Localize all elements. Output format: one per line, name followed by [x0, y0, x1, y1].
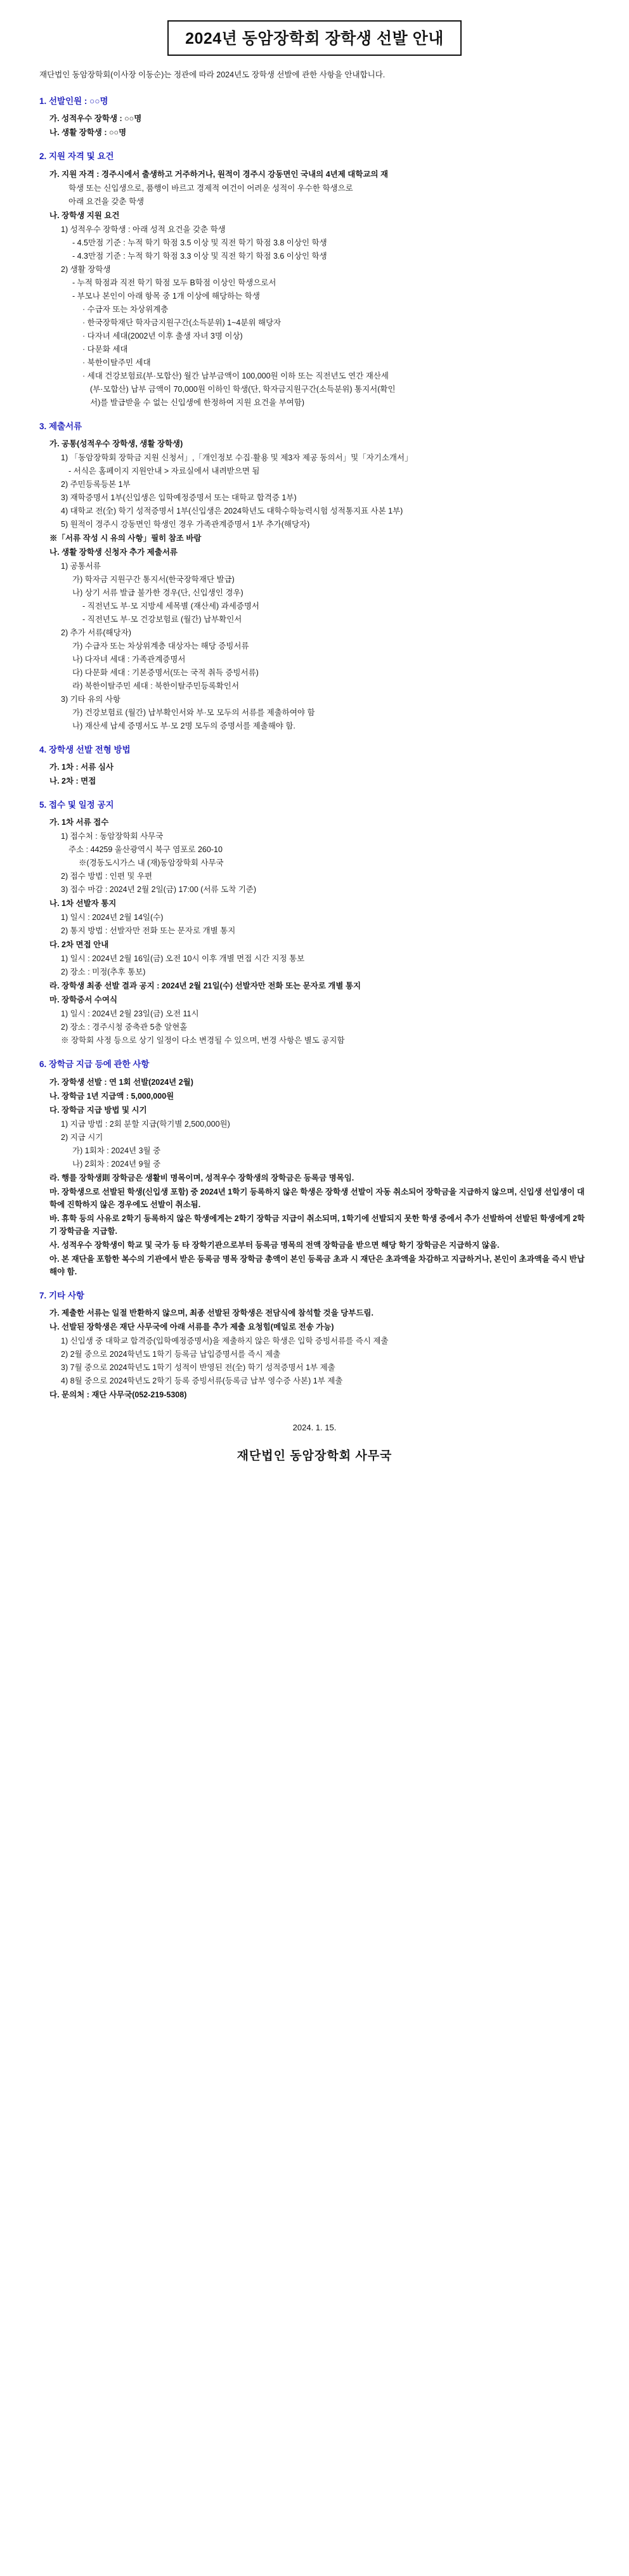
section-line: 아. 본 재단을 포함한 복수의 기관에서 받은 등록금 명목 장학금 총액이 본인 등록금 초과 시 재단은 초과액을 차감하고 지급하거나, 본인이 초과액을 즉시 반납해야 함.: [49, 1254, 585, 1276]
section-line: 가) 수급자 또는 차상위계층 대상자는 해당 증빙서류: [72, 641, 249, 650]
section-line: 1) 일시 : 2024년 2월 14일(수): [61, 913, 164, 922]
section-line: · 다자녀 세대(2002년 이후 출생 자녀 3명 이상): [82, 331, 243, 340]
section-line: 학생 또는 신입생으로, 품행이 바르고 경제적 여건이 어려운 성적이 우수한 학생으로: [68, 183, 353, 193]
section-line: 3) 7월 중으로 2024학년도 1학기 성적이 반영된 전(全) 학기 성적증명서 1부 제출: [61, 1362, 335, 1372]
section-line: 마. 장학생으로 선발된 학생(신입생 포함) 중 2024년 1학기 등록하지 않은 학생은 장학생 선발이 자동 취소되어 장학금을 지급하지 않으며, 신입생 선입생이 대학에 진학하지 않은 경우에도 선발이 취소됨.: [49, 1187, 585, 1209]
section-line: 가. 1차 서류 접수: [49, 818, 109, 827]
section-line: 다. 문의처 : 재단 사무국(052-219-5308): [49, 1390, 187, 1399]
section-line: - 직전년도 부·모 건강보험료 (월간) 납부확인서: [82, 614, 242, 624]
document-section: [39, 1290, 590, 1401]
section-line: 2) 접수 방법 : 인편 및 우편: [61, 872, 153, 881]
section-line: - 누적 학점과 직전 학기 학점 모두 B학점 이상인 학생으로서: [72, 278, 276, 287]
section-line: 나) 재산세 납세 증명서도 부·모 2명 모두의 증명서를 제출해야 함.: [72, 721, 295, 730]
document-section: [39, 744, 590, 787]
section-line: - 직전년도 부·모 지방세 세목별 (재산세) 과세증명서: [82, 601, 259, 611]
section-line: 서)를 발급받을 수 없는 신입생에 한정하여 지원 요건을 부여함): [90, 398, 304, 407]
section-line: 2) 2월 중으로 2024학년도 1학기 등록금 납입증명서를 즉시 제출: [61, 1349, 281, 1359]
section-line: - 4.3만점 기준 : 누적 학기 학점 3.3 이상 및 직전 학기 학점 3.6 이상인 학생: [72, 251, 327, 261]
section-line: (부·모합산) 납부 금액이 70,000원 이하인 학생(단, 학자금지원구간(소득분위) 통지서(확인: [90, 384, 396, 394]
section-line: 3) 접수 마감 : 2024년 2월 2일(금) 17:00 (서류 도착 기준): [61, 885, 257, 895]
section-line: - 부모나 본인이 아래 항목 중 1개 이상에 해당하는 학생: [72, 291, 260, 301]
document-section: [39, 1058, 590, 1278]
section-line: 1) 접수처 : 동암장학회 사무국: [61, 832, 164, 841]
section-line: 나) 2회차 : 2024년 9월 중: [72, 1159, 161, 1168]
section-line: 1) 일시 : 2024년 2월 23일(금) 오전 11시: [61, 1009, 199, 1019]
section-line: 나) 다자녀 세대 : 가족관계증명서: [72, 654, 186, 664]
section-heading: 6. 장학금 지급 등에 관한 사항: [39, 1059, 150, 1070]
section-line: 가. 1차 : 서류 심사: [49, 763, 113, 772]
section-heading: 7. 기타 사항: [39, 1290, 84, 1300]
document-section: [39, 420, 590, 732]
section-line: 나. 생활 장학생 신청자 추가 제출서류: [49, 547, 178, 557]
section-line: 1) 공통서류: [61, 561, 101, 571]
section-line: 라. 장학생 최종 선발 결과 공지 : 2024년 2월 21일(수) 선발자만 전화 또는 문자로 개별 통지: [49, 981, 361, 991]
section-line: - 서식은 홈페이지 지원안내 > 자료실에서 내려받으면 됨: [68, 466, 260, 476]
section-line: 2) 지급 시기: [61, 1132, 103, 1142]
section-line: 사. 성적우수 장학생이 학교 및 국가 등 타 장학기관으로부터 등록금 명목의 전액 장학금을 받으면 해당 학기 장학금은 지급하지 않음.: [49, 1240, 500, 1250]
section-line: 1) 지급 방법 : 2회 분할 지급(학기별 2,500,000원): [61, 1119, 230, 1129]
title-container: [39, 20, 590, 56]
section-line: ※ 장학회 사정 등으로 상기 일정이 다소 변경될 수 있으며, 변경 사항은 별도 공지함: [61, 1036, 345, 1045]
section-line: · 한국장학재단 학자금지원구간(소득분위) 1~4분위 해당자: [82, 318, 282, 327]
section-heading: 5. 접수 및 일정 공지: [39, 800, 114, 810]
section-line: ※「서류 작성 시 유의 사항」필히 참조 바람: [49, 533, 202, 543]
section-line: 마. 장학증서 수여식: [49, 995, 118, 1005]
document-section: [39, 799, 590, 1047]
intro-paragraph: 재단법인 동암장학회(이사장 이동순)는 정관에 따라 2024년도 장학생 선발에 관한 사항을 안내합니다.: [39, 70, 386, 79]
section-line: 4) 8월 중으로 2024학년도 2학기 등록 증빙서류(등록금 납부 영수증 사본) 1부 제출: [61, 1376, 343, 1385]
section-line: 가. 장학생 선발 : 연 1회 선발(2024년 2월): [49, 1077, 193, 1087]
section-line: 1) 성적우수 장학생 : 아래 성적 요건을 갖춘 학생: [61, 224, 226, 234]
section-line: 가. 제출한 서류는 일절 반환하지 않으며, 최종 선발된 장학생은 전담식에 참석할 것을 당부드림.: [49, 1308, 373, 1317]
sections-container: [39, 95, 590, 1401]
section-line: 가. 성적우수 장학생 : ○○명: [49, 114, 142, 124]
section-line: 2) 주민등록등본 1부: [61, 479, 131, 489]
issuing-organization: 재단법인 동암장학회 사무국: [237, 1449, 392, 1463]
section-heading: 1. 선발인원 : ○○명: [39, 96, 108, 106]
section-line: 다) 다문화 세대 : 기본증명서(또는 국적 취득 증빙서류): [72, 668, 259, 677]
section-line: - 4.5만점 기준 : 누적 학기 학점 3.5 이상 및 직전 학기 학점 3.8 이상인 학생: [72, 238, 327, 247]
section-line: 4) 대학교 전(全) 학기 성적증명서 1부(신입생은 2024학년도 대학수학능력시험 성적통지표 사본 1부): [61, 506, 403, 515]
section-line: · 북한이탈주민 세대: [82, 358, 151, 367]
section-line: 나. 장학금 1년 지급액 : 5,000,000원: [49, 1091, 174, 1101]
section-heading: 3. 제출서류: [39, 421, 82, 431]
section-line: 2) 추가 서류(해당자): [61, 628, 131, 637]
section-line: 가) 건강보험료 (월간) 납부확인서와 부·모 모두의 서류를 제출하여야 함: [72, 708, 315, 717]
section-line: 1) 신입생 중 대학교 합격증(입학예정증명서)을 제출하지 않은 학생은 입학 증빙서류를 즉시 제출: [61, 1336, 389, 1345]
section-line: 나. 2차 : 면접: [49, 777, 96, 786]
issue-date: 2024. 1. 15.: [292, 1422, 337, 1432]
section-line: · 다문화 세대: [82, 344, 128, 354]
page-title: 2024년 동암장학회 장학생 선발 안내: [167, 20, 462, 56]
section-line: 라) 북한이탈주민 세대 : 북한이탈주민등록확인서: [72, 681, 240, 690]
section-line: · 세대 건강보험료(부·모합산) 월간 납부금액이 100,000원 이하 또는 직전년도 연간 재산세: [82, 371, 389, 380]
section-heading: 4. 장학생 선발 전형 방법: [39, 744, 131, 754]
section-line: 가. 공통(성적우수 장학생, 생활 장학생): [49, 439, 183, 448]
section-line: 1) 「동암장학회 장학금 지원 신청서」,「개인정보 수집·활용 및 제3자 제공 동의서」및「자기소개서」: [61, 453, 413, 462]
section-line: 5) 원적이 경주시 강동면인 학생인 경우 가족관계증명서 1부 추가(해당자): [61, 519, 310, 529]
section-line: 나. 장학생 지원 요건: [49, 210, 120, 220]
section-line: 바. 휴학 등의 사유로 2학기 등록하지 않은 학생에게는 2학기 장학금 지급이 취소되며, 1학기에 선발되지 못한 학생 중에서 추가 선발하여 선발된 학생에게 2학기 장학금을 지급함.: [49, 1214, 585, 1236]
section-line: 라. 행를 장학생則 장학금은 생활비 명목이며, 성적우수 장학생의 장학금은 등록금 명목임.: [49, 1173, 354, 1182]
section-line: ※(경동도시가스 내 (재)동암장학회 사무국: [79, 858, 224, 868]
section-line: 2) 통지 방법 : 선발자만 전화 또는 문자로 개별 통지: [61, 926, 236, 936]
section-line: 다. 2차 면접 안내: [49, 940, 109, 950]
document-section: [39, 150, 590, 408]
section-line: 나) 상기 서류 발급 불가한 경우(단, 신입생인 경우): [72, 588, 243, 597]
section-line: 3) 재학증명서 1부(신입생은 입학예정증명서 또는 대학교 합격증 1부): [61, 493, 297, 502]
document-section: [39, 95, 590, 139]
section-line: 2) 장소 : 미정(추후 통보): [61, 968, 146, 977]
section-line: 1) 일시 : 2024년 2월 16일(금) 오전 10시 이후 개별 면접 시간 지정 통보: [61, 954, 305, 964]
section-line: 2) 장소 : 경주시청 중축관 5층 알현홀: [61, 1023, 188, 1032]
section-heading: 2. 지원 자격 및 요건: [39, 152, 114, 162]
section-line: 아래 요건을 갖춘 학생: [68, 197, 145, 206]
section-line: 3) 기타 유의 사항: [61, 694, 120, 704]
section-line: 가) 학자금 지원구간 통지서(한국장학재단 발급): [72, 574, 235, 584]
section-line: · 수급자 또는 차상위계층: [82, 304, 169, 314]
section-line: 가. 지원 자격 : 경주시에서 출생하고 거주하거나, 원적이 경주시 강동면인 국내의 4년제 대학교의 재: [49, 169, 389, 179]
section-line: 2) 생활 장학생: [61, 264, 111, 274]
section-line: 다. 장학금 지급 방법 및 시기: [49, 1105, 147, 1115]
section-line: 나. 생활 장학생 : ○○명: [49, 128, 127, 138]
section-line: 주소 : 44259 울산광역시 북구 염포로 260-10: [68, 845, 223, 855]
section-line: 가) 1회차 : 2024년 3월 중: [72, 1146, 161, 1155]
section-line: 나. 선발된 장학생은 재단 사무국에 아래 서류를 추가 제출 요청힘(메일로 전송 가능): [49, 1322, 334, 1331]
section-line: 나. 1차 선발자 통지: [49, 899, 117, 909]
